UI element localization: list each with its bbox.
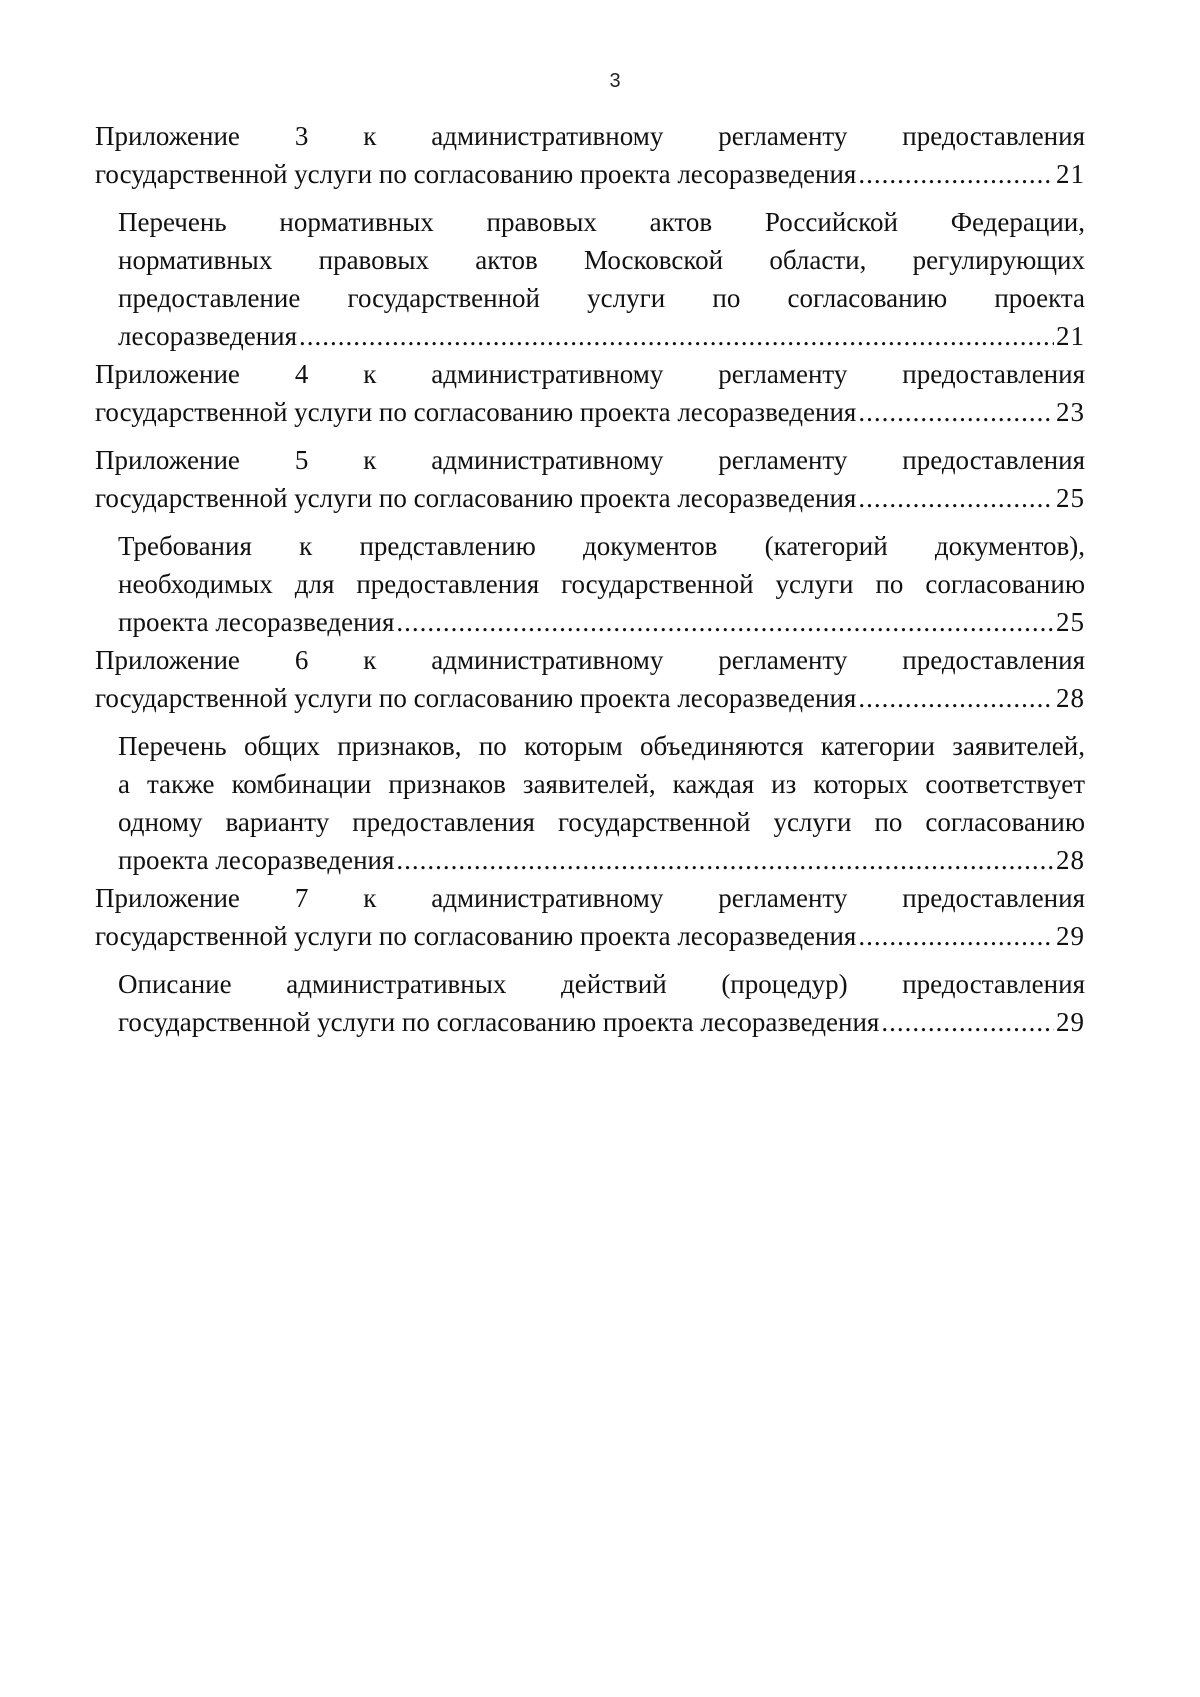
table-of-contents xyxy=(0,117,1200,1041)
toc-entry-last-line xyxy=(95,479,1085,517)
page-number: 3 xyxy=(609,70,621,92)
toc-entry-last-line xyxy=(118,317,1085,355)
toc-entry-last-line xyxy=(95,393,1085,431)
toc-page-number: 25 xyxy=(1056,607,1085,637)
toc-entry-line: предоставление государственной услуги по согласованию проекта xyxy=(118,283,1085,313)
toc-entry-appendix[interactable] xyxy=(95,117,1085,193)
toc-entry-last-line xyxy=(95,679,1085,717)
toc-entry-line: нормативных правовых актов Московской области, регулирующих xyxy=(118,245,1085,275)
dot-leader xyxy=(858,917,1054,955)
toc-entry-line: Перечень нормативных правовых актов Российской Федерации, xyxy=(118,207,1085,237)
toc-entry-line: Описание административных действий (процедур) предоставления xyxy=(118,969,1085,999)
toc-entry-title-end: государственной услуги по согласованию проекта лесоразведения xyxy=(95,397,857,427)
toc-entry-appendix[interactable] xyxy=(95,441,1085,517)
toc-entry-line: Перечень общих признаков, по которым объединяются категории заявителей, xyxy=(118,731,1085,761)
toc-page-number: 25 xyxy=(1056,483,1085,513)
dot-leader xyxy=(858,155,1054,193)
toc-page-number: 28 xyxy=(1056,683,1085,713)
toc-page-number: 23 xyxy=(1056,397,1085,427)
toc-entry-line: Требования к представлению документов (категорий документов), xyxy=(118,531,1085,561)
toc-entry-title-end: проекта лесоразведения xyxy=(118,607,395,637)
toc-entry-title-end: государственной услуги по согласованию проекта лесоразведения xyxy=(118,1007,880,1037)
dot-leader xyxy=(396,841,1054,879)
dot-leader xyxy=(858,679,1054,717)
toc-entry-title-end: государственной услуги по согласованию проекта лесоразведения xyxy=(95,683,857,713)
toc-entry-line: одному варианту предоставления государственной услуги по согласованию xyxy=(118,807,1085,837)
toc-entry-title-end: проекта лесоразведения xyxy=(118,845,395,875)
toc-entry-subsection[interactable] xyxy=(118,527,1085,641)
dot-leader xyxy=(396,603,1054,641)
toc-entry-appendix[interactable] xyxy=(95,641,1085,717)
toc-entry-appendix[interactable] xyxy=(95,879,1085,955)
toc-entry-line: Приложение 4 к административному регламенту предоставления xyxy=(95,359,1085,389)
toc-entry-last-line xyxy=(95,917,1085,955)
toc-entry-line: Приложение 3 к административному регламенту предоставления xyxy=(95,121,1085,151)
toc-entry-last-line xyxy=(118,1003,1085,1041)
dot-leader xyxy=(881,1003,1054,1041)
toc-entry-title-end: государственной услуги по согласованию проекта лесоразведения xyxy=(95,483,857,513)
toc-entry-subsection[interactable] xyxy=(118,203,1085,355)
toc-entry-subsection[interactable] xyxy=(118,727,1085,879)
toc-entry-line: Приложение 6 к административному регламенту предоставления xyxy=(95,645,1085,675)
dot-leader xyxy=(299,317,1054,355)
toc-entry-line: Приложение 5 к административному регламенту предоставления xyxy=(95,445,1085,475)
toc-entry-line: Приложение 7 к административному регламенту предоставления xyxy=(95,883,1085,913)
toc-entry-line: а также комбинации признаков заявителей, каждая из которых соответствует xyxy=(118,769,1085,799)
toc-entry-title-end: государственной услуги по согласованию проекта лесоразведения xyxy=(95,921,857,951)
toc-entry-appendix[interactable] xyxy=(95,355,1085,431)
dot-leader xyxy=(858,479,1054,517)
toc-page-number: 29 xyxy=(1056,921,1085,951)
toc-entry-title-end: государственной услуги по согласованию проекта лесоразведения xyxy=(95,159,857,189)
toc-page-number: 28 xyxy=(1056,845,1085,875)
toc-entry-title-end: лесоразведения xyxy=(118,321,298,351)
toc-entry-last-line xyxy=(95,155,1085,193)
dot-leader xyxy=(858,393,1054,431)
toc-page-number: 21 xyxy=(1056,159,1085,189)
toc-entry-line: необходимых для предоставления государственной услуги по согласованию xyxy=(118,569,1085,599)
toc-page-number: 21 xyxy=(1056,321,1085,351)
toc-entry-last-line xyxy=(118,603,1085,641)
toc-entry-last-line xyxy=(118,841,1085,879)
toc-entry-subsection[interactable] xyxy=(118,965,1085,1041)
toc-page-number: 29 xyxy=(1056,1007,1085,1037)
